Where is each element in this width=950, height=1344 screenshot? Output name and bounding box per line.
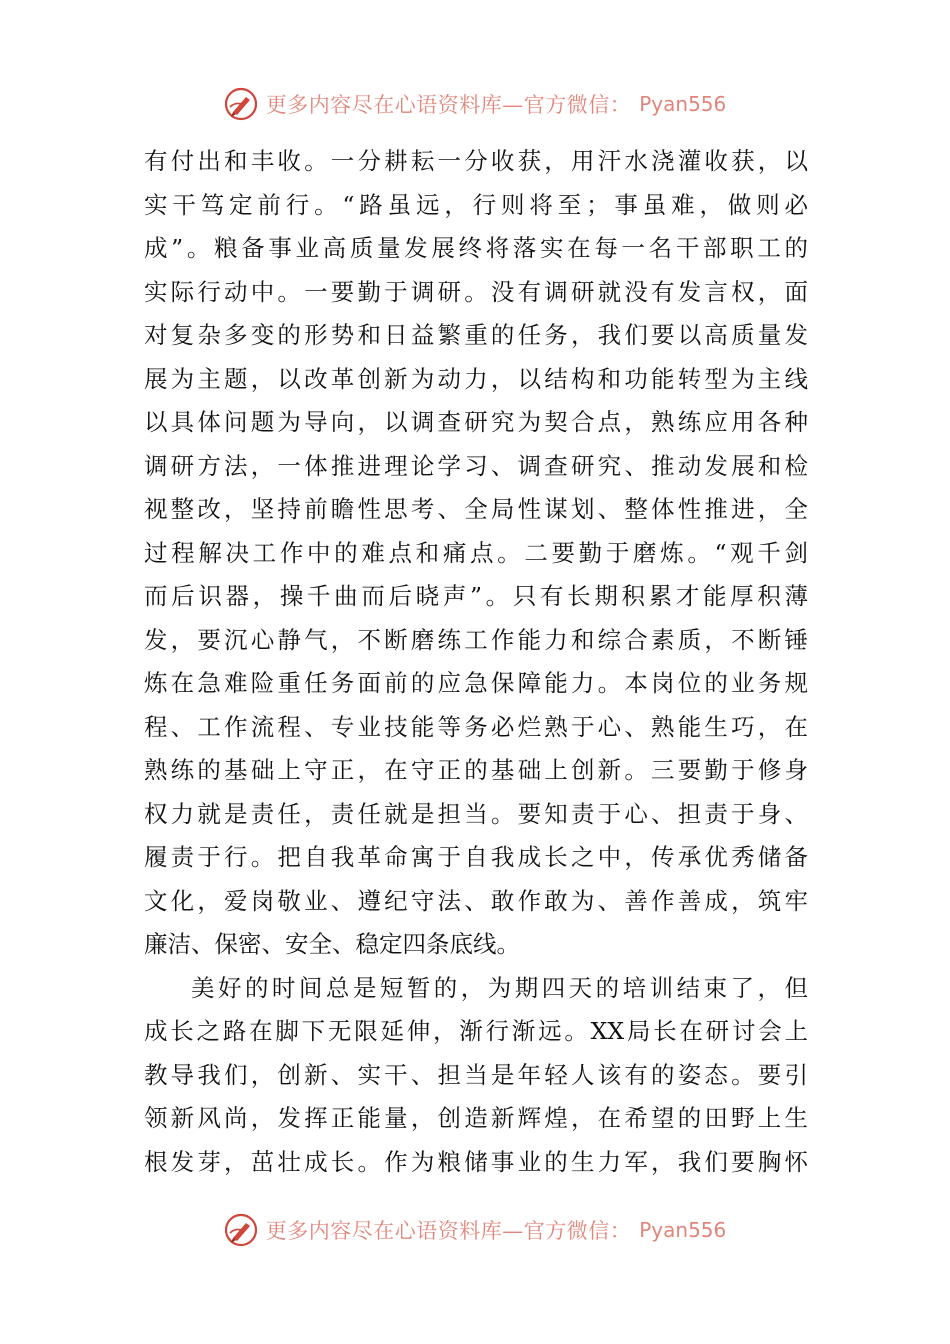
text-line: 根发芽，茁壮成长。作为粮储事业的生力军，我们要胸怀	[144, 1147, 808, 1176]
text-line: 文化，爱岗敬业、遵纪守法、敢作敢为、善作善成，筑牢	[144, 886, 808, 915]
watermark-text: 更多内容尽在心语资料库—官方微信：	[265, 93, 632, 117]
text-line: 成长之路在脚下无限延伸，渐行渐远。XX局长在研讨会上	[144, 1017, 808, 1045]
watermark-wechat-id: Pyan556	[639, 1218, 727, 1242]
text-line: 展为主题，以改革创新为动力，以结构和功能转型为主线	[144, 364, 808, 393]
paragraph	[144, 967, 808, 1185]
text-line: 程、工作流程、专业技能等务必烂熟于心、熟能生巧，在	[144, 712, 808, 741]
text-line: 领新风尚，发挥正能量，创造新辉煌，在希望的田野上生	[144, 1104, 808, 1132]
text-line: 权力就是责任，责任就是担当。要知责于心、担责于身、	[144, 799, 808, 828]
text-line: 而后识器，操千曲而后晓声”。只有长期积累才能厚积薄	[144, 582, 808, 610]
text-line: 熟练的基础上守正，在守正的基础上创新。三要勤于修身	[144, 756, 808, 784]
text-line: 以具体问题为导向，以调查研究为契合点，熟练应用各种	[144, 408, 808, 436]
document-body	[144, 140, 808, 1184]
text-line: 发，要沉心静气，不断磨练工作能力和综合素质，不断锤	[144, 625, 808, 654]
text-line: 履责于行。把自我革命寓于自我成长之中，传承优秀储备	[144, 843, 808, 871]
text-line: 过程解决工作中的难点和痛点。二要勤于磨炼。“观千剑	[144, 538, 808, 567]
pen-logo-icon	[224, 87, 258, 121]
text-line: 成”。粮备事业高质量发展终将落实在每一名干部职工的	[144, 234, 808, 262]
text-line: 对复杂多变的形势和日益繁重的任务，我们要以高质量发	[144, 321, 808, 349]
text-line: 有付出和丰收。一分耕耘一分收获，用汗水浇灌收获，以	[144, 147, 808, 175]
text-line: 视整改，坚持前瞻性思考、全局性谋划、整体性推进，全	[144, 495, 808, 523]
footer-watermark	[0, 1210, 950, 1250]
watermark-wechat-id: Pyan556	[639, 92, 727, 116]
header-watermark	[0, 84, 950, 124]
text-line: 实际行动中。一要勤于调研。没有调研就没有发言权，面	[144, 277, 808, 306]
pen-logo-icon	[224, 1213, 258, 1247]
text-line: 廉洁、保密、安全、稳定四条底线。	[144, 930, 520, 958]
text-line: 炼在急难险重任务面前的应急保障能力。本岗位的业务规	[144, 669, 808, 697]
text-line: 调研方法，一体推进理论学习、调查研究、推动发展和检	[144, 451, 808, 480]
text-line: 美好的时间总是短暂的，为期四天的培训结束了，但	[191, 973, 808, 1002]
text-line: 教导我们，创新、实干、担当是年轻人该有的姿态。要引	[144, 1060, 808, 1089]
watermark-text: 更多内容尽在心语资料库—官方微信：	[265, 1219, 632, 1243]
paragraph	[144, 140, 808, 967]
text-line: 实干笃定前行。“路虽远，行则将至；事虽难，做则必	[144, 190, 808, 219]
